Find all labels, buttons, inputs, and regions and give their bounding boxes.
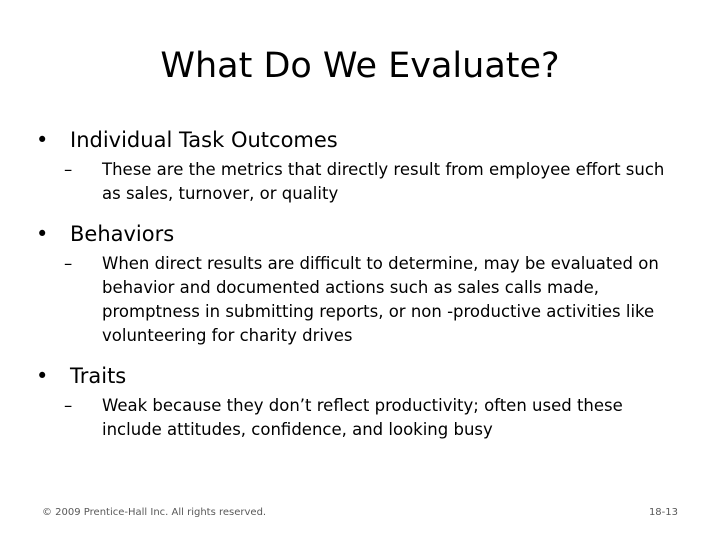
- bullet-icon: •: [36, 364, 49, 388]
- dash-icon: –: [64, 254, 73, 273]
- bullet-heading: Traits: [70, 364, 127, 388]
- dash-icon: –: [64, 160, 73, 179]
- slide-number: 18-13: [648, 507, 678, 518]
- sub-bullet-task-outcomes: [36, 158, 686, 206]
- sub-bullet-text: Weak because they don’t reflect productivity; often used these include attitudes, confidence, and looking busy: [102, 396, 623, 439]
- sub-bullet-behaviors: [36, 252, 686, 348]
- bullet-item-task-outcomes: [36, 126, 686, 154]
- bullet-item-traits: [36, 362, 686, 390]
- sub-bullet-text: When direct results are difficult to determine, may be evaluated on behavior and documented actions such as sales calls made, promptness in submitting reports, or non -productive activities like volunteering for charity drives: [102, 254, 659, 345]
- copyright-footer: © 2009 Prentice-Hall Inc. All rights reserved.: [42, 507, 267, 518]
- bullet-icon: •: [36, 222, 49, 246]
- bullet-icon: •: [36, 128, 49, 152]
- sub-bullet-traits: [36, 394, 686, 442]
- slide-title: What Do We Evaluate?: [160, 46, 560, 86]
- slide-body: [36, 126, 686, 442]
- bullet-item-behaviors: [36, 220, 686, 248]
- bullet-heading: Individual Task Outcomes: [70, 128, 338, 152]
- bullet-heading: Behaviors: [70, 222, 175, 246]
- dash-icon: –: [64, 396, 73, 415]
- sub-bullet-text: These are the metrics that directly result from employee effort such as sales, turnover, or quality: [102, 160, 665, 203]
